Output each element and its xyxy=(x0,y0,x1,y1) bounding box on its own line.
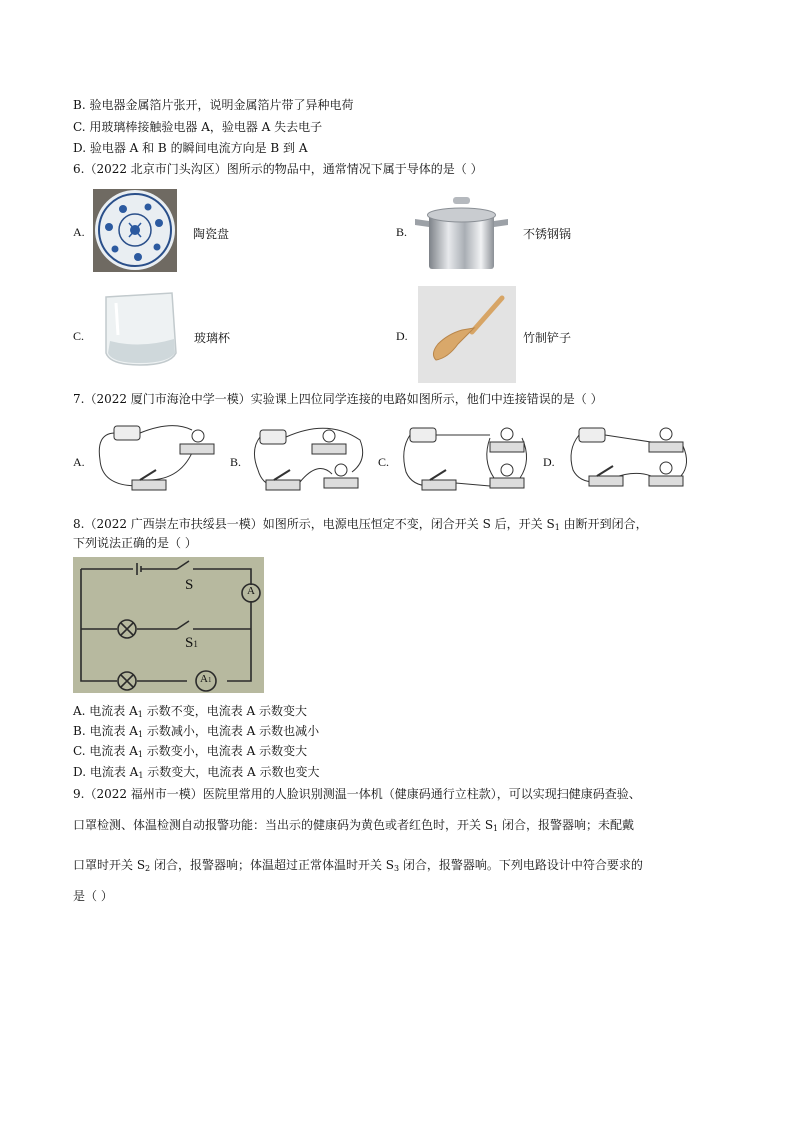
q6-option-b-letter: B. xyxy=(396,225,408,239)
q6-option-b-caption: 不锈钢锅 xyxy=(523,227,572,241)
q8-option-a: A. 电流表 $A_1$ 示数不变，电流表 A 示数变大 xyxy=(73,704,307,719)
q5-option-c: C. 用玻璃棒接触验电器 A，验电器 A 失去电子 xyxy=(73,120,323,134)
q6-option-d-letter: D. xyxy=(396,329,408,343)
q7-option-d-letter: D. xyxy=(543,455,555,469)
q9-stem-line3: 口罩时开关 $S_2$ 闭合，报警器响；体温超过正常体温时开关 $S_3$ 闭合，报警器响。下列电路设计中符合要求的 xyxy=(73,858,643,873)
q8-circuit-photo xyxy=(73,557,264,693)
stainless-pot-image xyxy=(413,193,510,273)
circuit-b-diagram xyxy=(248,420,372,498)
ammeter-a1-label: A1 xyxy=(200,673,212,685)
q8-option-d: D. 电流表 $A_1$ 示数变大，电流表 A 示数也变大 xyxy=(73,765,320,780)
q6-stem: 6.（2022 北京市门头沟区）图所示的物品中，通常情况下属于导体的是（ ） xyxy=(73,162,483,176)
q9-stem-line2: 口罩检测、体温检测自动报警功能：当出示的健康码为黄色或者红色时，开关 $S_1$ 闭合，报警器响；未配戴 xyxy=(73,818,634,833)
q7-option-c-letter: C. xyxy=(378,455,390,469)
q6-option-d-caption: 竹制铲子 xyxy=(523,331,572,345)
circuit-d-diagram xyxy=(565,420,695,498)
switch-s-label: S xyxy=(185,577,194,593)
circuit-c-diagram xyxy=(398,420,538,498)
q6-option-c-caption: 玻璃杯 xyxy=(194,331,231,345)
q7-option-a-letter: A. xyxy=(73,455,85,469)
q6-option-a-letter: A. xyxy=(73,225,85,239)
circuit-a-diagram xyxy=(92,420,222,498)
q8-stem-line2: 下列说法正确的是（ ） xyxy=(73,536,197,550)
q5-option-b: B. 验电器金属箔片张开，说明金属箔片带了异种电荷 xyxy=(73,98,354,112)
q9-stem-line4: 是（ ） xyxy=(73,889,113,903)
switch-s1-label: S1 xyxy=(185,635,198,651)
q5-option-d: D. 验电器 A 和 B 的瞬间电流方向是 B 到 A xyxy=(73,141,308,155)
q8-circuit-schematic xyxy=(73,557,264,693)
q6-option-a-caption: 陶瓷盘 xyxy=(193,227,230,241)
q8-stem-line1: 8.（2022 广西崇左市扶绥县一模）如图所示，电源电压恒定不变，闭合开关 S 后，开关 $S_1$ 由断开到闭合， xyxy=(73,517,648,532)
porcelain-plate-image xyxy=(93,189,177,272)
q8-option-c: C. 电流表 $A_1$ 示数变小，电流表 A 示数变大 xyxy=(73,744,308,759)
q8-option-b: B. 电流表 $A_1$ 示数减小，电流表 A 示数也减小 xyxy=(73,724,320,739)
q7-stem: 7.（2022 厦门市海沧中学一模）实验课上四位同学连接的电路如图所示，他们中连接错误的是（ ） xyxy=(73,392,603,406)
bamboo-spatula-image xyxy=(418,286,516,383)
q7-option-b-letter: B. xyxy=(230,455,242,469)
ammeter-a-label: A xyxy=(247,585,255,597)
q9-stem-line1: 9.（2022 福州市一模）医院里常用的人脸识别测温一体机（健康码通行立柱款），可以实现扫健康码查验、 xyxy=(73,787,641,801)
glass-cup-image xyxy=(98,291,182,367)
q6-option-c-letter: C. xyxy=(73,329,85,343)
